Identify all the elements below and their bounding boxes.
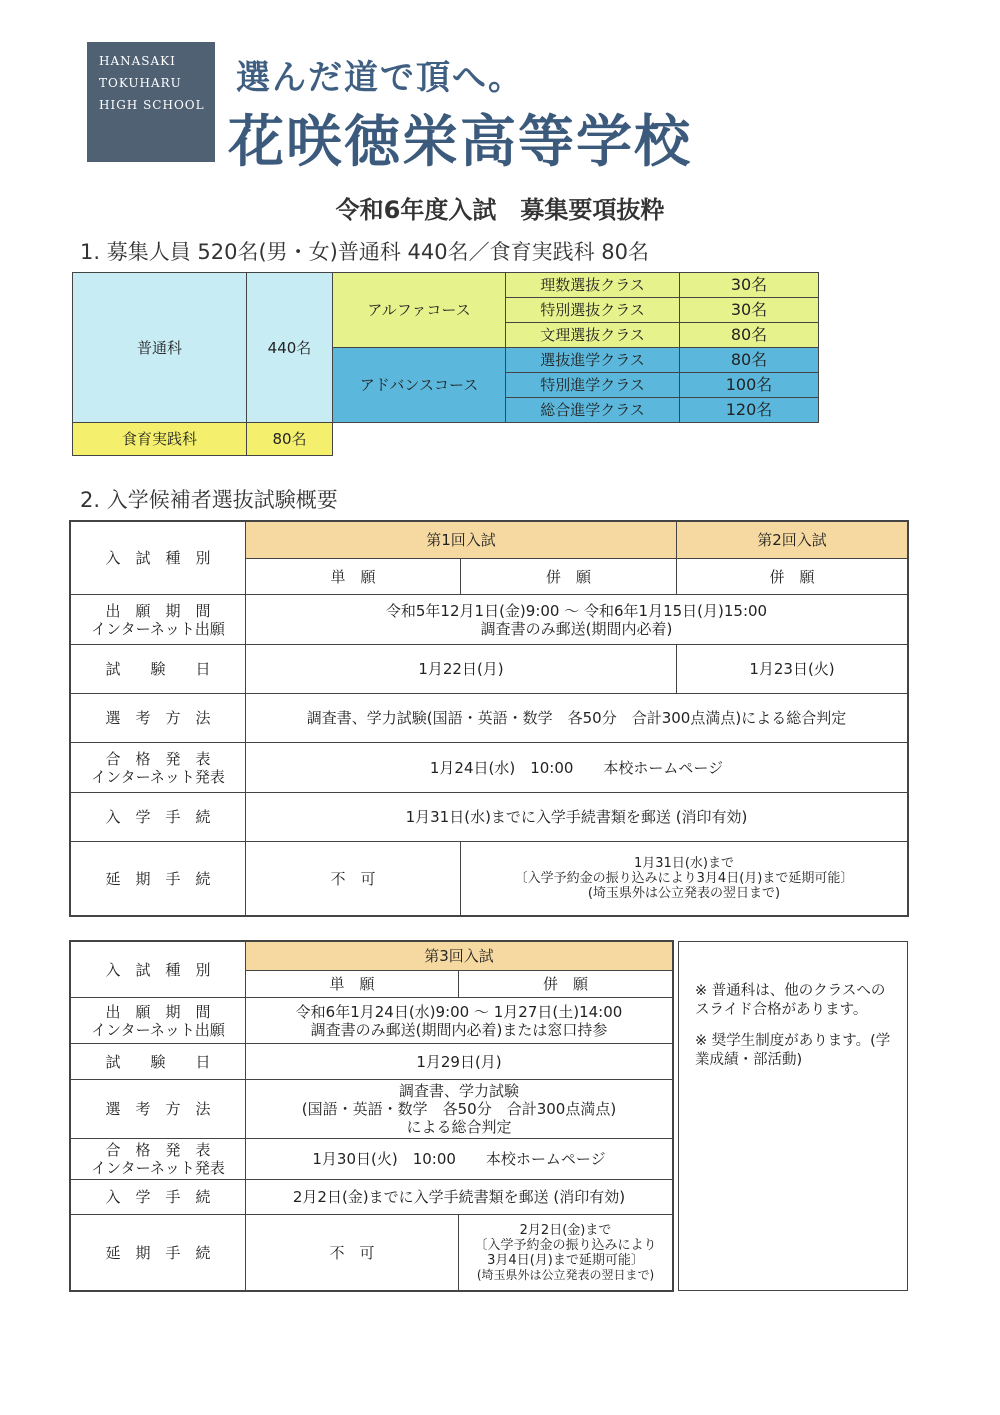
label-result-announcement — [70, 742, 246, 793]
deferral-single: 不 可 — [245, 1214, 459, 1291]
round1-exam-date: 1月22日(月) — [245, 644, 677, 694]
deferral-line: 〔入学予約金の振り込みにより3月4日(月)まで延期可能〕 — [514, 871, 854, 886]
label-exam-date: 試 験 日 — [70, 1043, 246, 1080]
notes-box — [678, 941, 908, 1291]
logo-line: TOKUHARU — [99, 76, 182, 90]
alpha-class-name: 特別選抜クラス — [505, 297, 680, 323]
advance-class-name: 選抜進学クラス — [505, 347, 680, 373]
label-deferral-procedure: 延 期 手 続 — [70, 841, 246, 916]
advance-class-count: 120名 — [679, 397, 819, 423]
school-name: 花咲徳栄高等学校 — [228, 109, 692, 175]
alpha-course-name: アルファコース — [332, 272, 506, 348]
section1-heading: 1. 募集人員 520名(男・女)普通科 440名／食育実践科 80名 — [80, 240, 650, 264]
enrollment-procedure: 1月31日(水)までに入学手続書類を郵送 (消印有効) — [245, 792, 908, 842]
label-enrollment-procedure: 入 学 手 続 — [70, 1179, 246, 1215]
section2-heading: 2. 入学候補者選抜試験概要 — [80, 488, 338, 512]
label-deferral-procedure: 延 期 手 続 — [70, 1214, 246, 1291]
alpha-class-name: 文理選抜クラス — [505, 322, 680, 348]
single-application: 単 願 — [245, 970, 459, 998]
label-line: インターネット出願 — [91, 619, 225, 638]
combined-application: 併 願 — [460, 558, 677, 595]
label-line: インターネット出願 — [91, 1020, 225, 1039]
alpha-class-count: 80名 — [679, 322, 819, 348]
advance-class-name: 特別進学クラス — [505, 372, 680, 398]
slogan: 選んだ道で頂へ。 — [236, 58, 524, 98]
note-scholarship: ※ 奨学生制度があります。(学業成績・部活動) — [695, 1033, 891, 1068]
method-line: 調査書、学力試験 — [398, 1082, 519, 1100]
food-course-count: 80名 — [246, 422, 333, 456]
food-course-name: 食育実践科 — [72, 422, 247, 456]
round3-header: 第3回入試 — [245, 941, 673, 971]
method-line: (国語・英語・数学 各50分 合計300点満点) — [301, 1100, 617, 1118]
deferral-line: 2月2日(金)まで — [519, 1222, 612, 1238]
deferral-line: (埼玉県外は公立発表の翌日まで) — [587, 886, 781, 901]
label-selection-method: 選 考 方 法 — [70, 1079, 246, 1139]
result-announcement: 1月30日(火) 10:00 本校ホームページ — [245, 1138, 673, 1180]
label-result-announcement — [70, 1138, 246, 1180]
label-line: インターネット発表 — [91, 1159, 225, 1177]
note-slide-pass: ※ 普通科は、他のクラスへのスライド合格があります。 — [695, 983, 886, 1018]
round2-header: 第2回入試 — [676, 521, 908, 559]
label-line: 出 願 期 間 — [105, 1002, 211, 1021]
deferral-combined — [458, 1214, 673, 1291]
school-logo — [87, 42, 215, 162]
combined-application: 併 願 — [676, 558, 908, 595]
result-announcement: 1月24日(水) 10:00 本校ホームページ — [245, 742, 908, 793]
advance-course-name: アドバンスコース — [332, 347, 506, 423]
enrollment-procedure: 2月2日(金)までに入学手続書類を郵送 (消印有効) — [245, 1179, 673, 1215]
deferral-line: 1月31日(水)まで — [634, 856, 734, 871]
period-line: 令和6年1月24日(水)9:00 ～ 1月27日(土)14:00 — [295, 1002, 623, 1021]
advance-class-count: 80名 — [679, 347, 819, 373]
combined-application: 併 願 — [458, 970, 673, 998]
logo-line: HANASAKI — [99, 54, 176, 68]
period-line: 令和5年12月1日(金)9:00 ～ 令和6年1月15日(月)15:00 — [385, 601, 768, 620]
label-exam-date: 試 験 日 — [70, 644, 246, 694]
label-line: インターネット発表 — [91, 767, 225, 786]
deferral-combined — [460, 841, 908, 916]
label-line: 合 格 発 表 — [105, 749, 211, 768]
label-line: 合 格 発 表 — [105, 1141, 211, 1159]
label-exam-type: 入 試 種 別 — [70, 941, 246, 998]
advance-class-name: 総合進学クラス — [505, 397, 680, 423]
logo-line: HIGH SCHOOL — [99, 98, 205, 112]
application-period — [245, 594, 908, 645]
period-line: 調査書のみ郵送(期間内必着) — [480, 619, 673, 638]
alpha-class-count: 30名 — [679, 272, 819, 298]
document-title: 令和6年度入試 募集要項抜粋 — [335, 196, 665, 224]
round3-exam-date: 1月29日(月) — [245, 1043, 673, 1080]
label-line: 出 願 期 間 — [105, 601, 211, 620]
label-application-period — [70, 594, 246, 645]
label-selection-method: 選 考 方 法 — [70, 693, 246, 743]
method-line: による総合判定 — [406, 1118, 512, 1136]
general-course-count: 440名 — [246, 272, 333, 423]
deferral-single: 不 可 — [245, 841, 461, 916]
deferral-line: (埼玉県外は公立発表の翌日まで) — [476, 1267, 655, 1282]
application-period — [245, 997, 673, 1044]
advance-class-count: 100名 — [679, 372, 819, 398]
selection-method: 調査書、学力試験(国語・英語・数学 各50分 合計300点満点)による総合判定 — [245, 693, 908, 743]
label-enrollment-procedure: 入 学 手 続 — [70, 792, 246, 842]
alpha-class-name: 理数選抜クラス — [505, 272, 680, 298]
deferral-line: 〔入学予約金の振り込みにより — [474, 1237, 657, 1253]
selection-method — [245, 1079, 673, 1139]
deferral-line: 3月4日(月)まで延期可能〕 — [487, 1252, 644, 1268]
label-exam-type: 入 試 種 別 — [70, 521, 246, 595]
label-application-period — [70, 997, 246, 1044]
round1-header: 第1回入試 — [245, 521, 677, 559]
round2-exam-date: 1月23日(火) — [676, 644, 908, 694]
single-application: 単 願 — [245, 558, 461, 595]
general-course-name: 普通科 — [72, 272, 247, 423]
period-line: 調査書のみ郵送(期間内必着)または窓口持参 — [310, 1020, 608, 1039]
alpha-class-count: 30名 — [679, 297, 819, 323]
